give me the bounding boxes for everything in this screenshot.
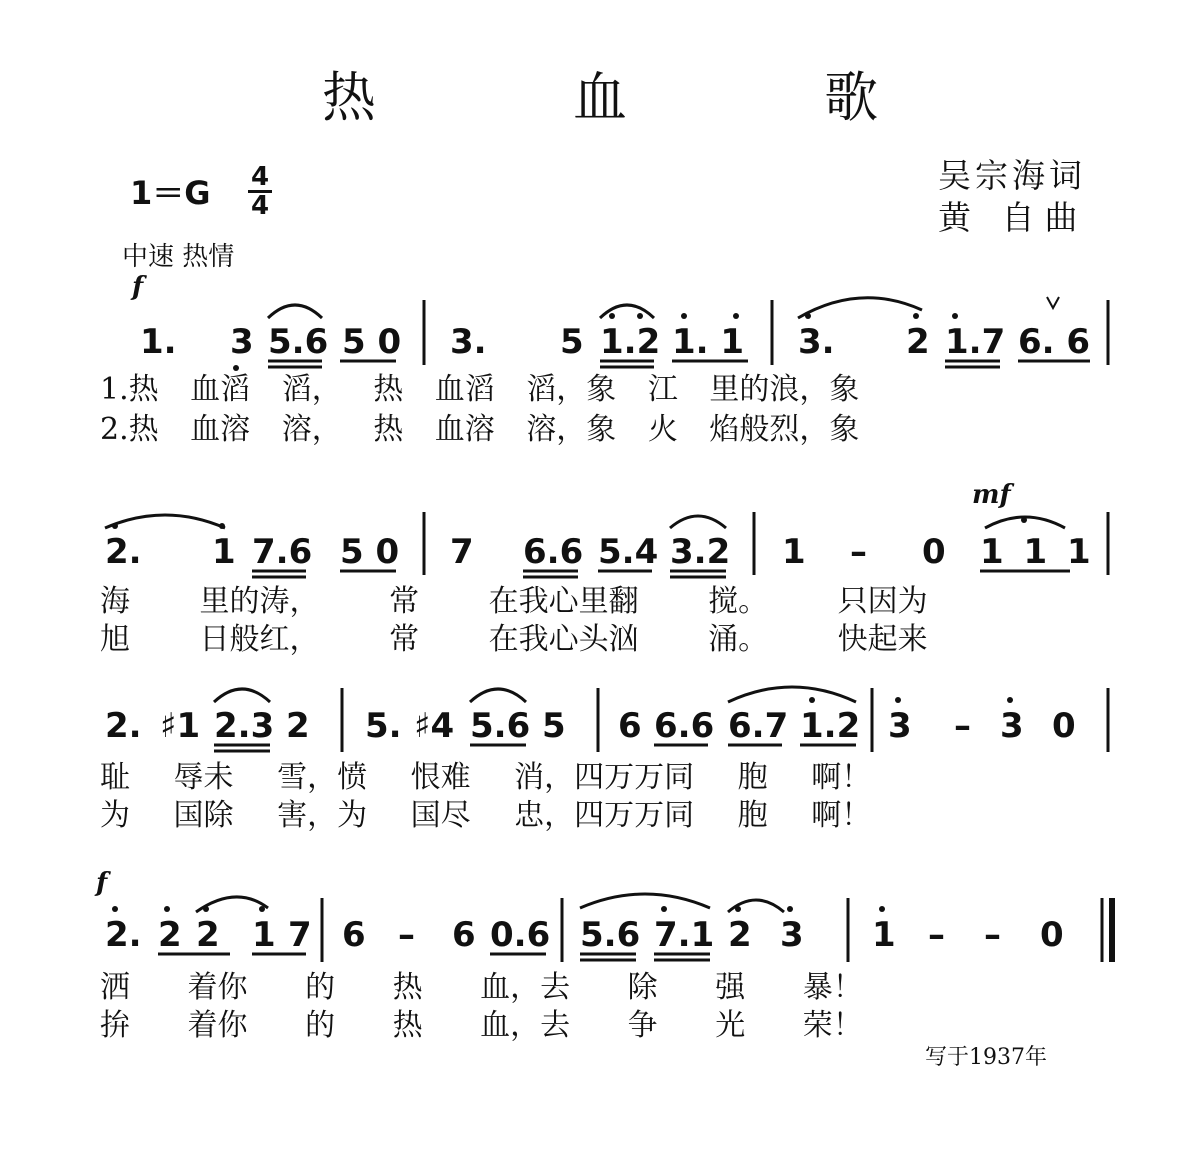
note: ♯4	[414, 706, 455, 746]
note: 6.6	[523, 532, 584, 572]
note: 1	[872, 915, 896, 955]
note: 6	[452, 915, 476, 955]
note: 6	[342, 915, 366, 955]
note: –	[850, 532, 867, 572]
note: 1	[212, 532, 236, 572]
time-signature-bottom: 4	[250, 191, 270, 221]
slur	[728, 687, 856, 702]
note: 2	[728, 915, 752, 955]
note: 2.	[105, 532, 142, 572]
note: 3.2	[670, 532, 731, 572]
note: 0	[1040, 915, 1064, 955]
slur	[600, 305, 654, 318]
note: 5.6	[470, 706, 531, 746]
lyrics-verse-2: 旭 日般红， 常 在我心头汹 涌。 快起来	[100, 622, 928, 657]
note: 3	[780, 915, 804, 955]
note: –	[398, 915, 415, 955]
low-octave-dots	[233, 365, 239, 371]
note: –	[984, 915, 1001, 955]
note: 6.7	[728, 706, 789, 746]
beam-lines	[268, 361, 1090, 367]
note: –	[928, 915, 945, 955]
dynamic-forte-1: f	[132, 272, 144, 302]
note: 5.6	[268, 322, 329, 362]
note: 0	[1052, 706, 1076, 746]
note: 5.6	[580, 915, 641, 955]
note: 3.	[450, 322, 487, 362]
note: 0.6	[490, 915, 551, 955]
note: 3.	[798, 322, 835, 362]
octave-dots	[112, 313, 1027, 912]
note: –	[954, 706, 971, 746]
note: 7.1	[654, 915, 715, 955]
note: 0	[922, 532, 946, 572]
slur	[580, 894, 710, 908]
note: 5.4	[598, 532, 659, 572]
note: 2	[286, 706, 310, 746]
lyrics-verse-1: 洒 着你 的 热 血，去 除 强 暴！	[100, 970, 863, 1005]
lyrics-verse-2: 2.热 血溶 溶， 热 血溶 溶，象 火 焰般烈，象	[100, 412, 860, 447]
note: 2.3	[214, 706, 275, 746]
slur	[268, 305, 322, 318]
dynamic-mezzo-forte: mf	[972, 480, 1011, 510]
note: 3	[888, 706, 912, 746]
note: 1	[782, 532, 806, 572]
note: 5	[542, 706, 566, 746]
lyrics-verse-1: 1.热 血滔 滔， 热 血滔 滔，象 江 里的浪，象	[100, 372, 860, 407]
breath-mark	[1047, 297, 1059, 308]
slur	[470, 689, 526, 702]
time-signature-top: 4	[250, 162, 270, 192]
note: 5	[560, 322, 584, 362]
note: 2.	[105, 915, 142, 955]
note: 7	[450, 532, 474, 572]
note: 2	[906, 322, 930, 362]
note: 7.6	[252, 532, 313, 572]
tempo-marking: 中速 热情	[122, 242, 235, 272]
note: 2.	[105, 706, 142, 746]
note: 5 0	[342, 322, 402, 362]
note: 5 0	[340, 532, 400, 572]
beam-lines	[158, 954, 710, 960]
slur	[798, 298, 922, 318]
lyrics-verse-2: 为 国除 害，为 国尽 忠，四万万同 胞 啊！	[100, 798, 872, 833]
song-title: 热 血 歌	[321, 66, 969, 129]
composition-date-note: 写于1937年	[925, 1045, 1047, 1070]
lyricist-credit: 吴宗海词	[938, 156, 1086, 195]
note: 3	[1000, 706, 1024, 746]
note: 2	[158, 915, 182, 955]
lyrics-verse-1: 海 里的涛， 常 在我心里翻 搅。 只因为	[100, 584, 928, 619]
note: 1.2	[800, 706, 861, 746]
note: 7	[288, 915, 312, 955]
note: 6.6	[654, 706, 715, 746]
note: 1.2	[600, 322, 661, 362]
note: 1	[252, 915, 276, 955]
note: 6. 6	[1018, 322, 1091, 362]
lyrics-verse-2: 拚 着你 的 热 血，去 争 光 荣！	[100, 1008, 863, 1043]
note: 1.7	[945, 322, 1006, 362]
beam-lines	[214, 745, 856, 751]
composer-credit: 黄 自曲	[938, 198, 1088, 237]
note: 3	[230, 322, 254, 362]
lyrics-verse-1: 耻 辱未 雪，愤 恨难 消，四万万同 胞 啊！	[100, 760, 872, 795]
key-signature: 1＝G	[130, 174, 211, 212]
note: 1.	[140, 322, 177, 362]
note: 1. 1	[672, 322, 745, 362]
slur	[670, 516, 726, 528]
slur	[105, 515, 225, 528]
note: 2	[196, 915, 220, 955]
beam-lines	[252, 571, 1070, 577]
note: 6	[618, 706, 642, 746]
note: 1 1 1	[980, 532, 1091, 572]
note: ♯1	[160, 706, 201, 746]
slur	[214, 689, 270, 702]
note: 5.	[365, 706, 402, 746]
dynamic-forte-3: f	[96, 868, 108, 898]
